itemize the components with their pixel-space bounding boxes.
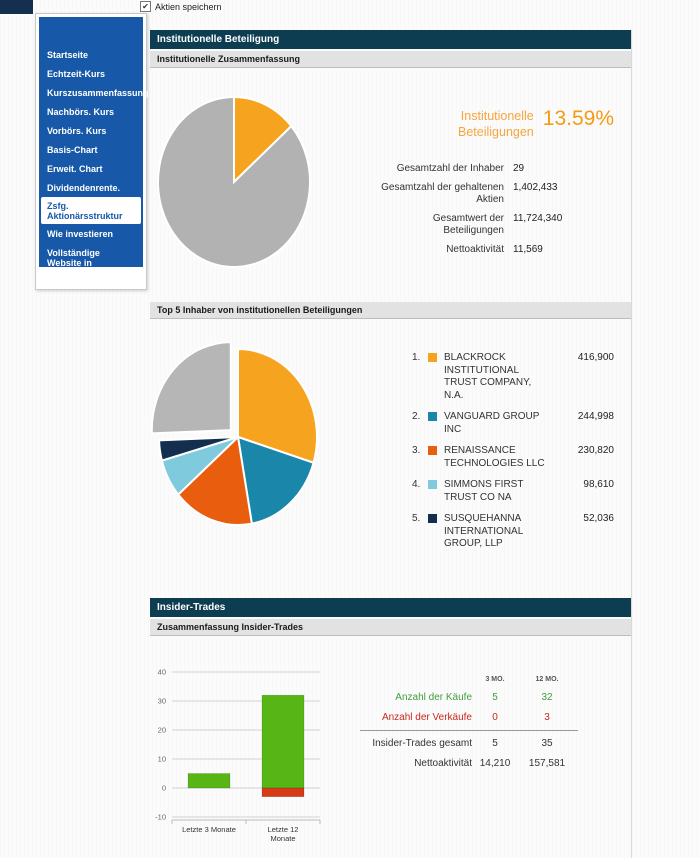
save-shares-row xyxy=(140,1,222,12)
legend-swatch-icon xyxy=(428,480,437,489)
legend-item-blackrock: 1. BLACKROCK INSTITUTIONAL TRUST COMPANY, N.A. 416,900 xyxy=(412,352,614,401)
svg-text:Letzte 12: Letzte 12 xyxy=(267,825,299,834)
insider-row-sells: Anzahl der Verkäufe 0 3 xyxy=(381,712,550,723)
col-header-12mo: 12 MO. xyxy=(535,676,559,683)
legend-item-vanguard: 2. VANGUARD GROUP INC 244,998 xyxy=(412,411,614,435)
insider-summary-subheader: Zusammenfassung Insider-Trades xyxy=(150,619,631,636)
col-header-3mo: 3 MO. xyxy=(485,676,505,683)
svg-text:30: 30 xyxy=(157,696,166,706)
legend-item-susquehanna: 5. SUSQUEHANNA INTERNATIONAL GROUP, LLP 52,036 xyxy=(412,513,614,549)
svg-text:10: 10 xyxy=(157,754,166,764)
insider-row-net-activity: Nettoaktivität 14,210 157,581 xyxy=(414,758,566,769)
holdings-headline-label: Institutionelle Beteiligungen xyxy=(458,109,534,139)
legend-swatch-icon xyxy=(428,353,437,362)
top5-subheader: Top 5 Inhaber von institutionellen Beteiligungen xyxy=(150,302,631,319)
stat-row-net-activity: Nettoaktivität 11,569 xyxy=(446,244,543,255)
insider-summary-table xyxy=(360,676,582,778)
top5-legend xyxy=(412,352,614,560)
sidebar xyxy=(35,13,147,290)
holdings-headline xyxy=(388,108,614,140)
sidebar-item-wie-investieren[interactable]: Wie investieren xyxy=(47,228,113,239)
insider-row-buys: Anzahl der Käufe 5 32 xyxy=(395,692,553,703)
svg-text:0: 0 xyxy=(161,783,166,793)
legend-item-simmons: 4. SIMMONS FIRST TRUST CO NA 98,610 xyxy=(412,479,614,503)
sidebar-menu xyxy=(39,17,149,278)
institutional-pie-chart xyxy=(148,92,324,274)
insider-bar-chart xyxy=(152,662,330,858)
top5-pie-chart xyxy=(145,332,335,532)
sidebar-item-dividende[interactable]: Dividendenrente. xyxy=(47,182,121,193)
insider-table-separator xyxy=(360,730,578,731)
holdings-percentage: 13.59% xyxy=(542,107,614,130)
svg-text:40: 40 xyxy=(157,667,166,677)
content-right-divider xyxy=(631,30,632,858)
svg-text:Monate: Monate xyxy=(270,834,296,843)
sidebar-item-erweit-chart[interactable]: Erweit. Chart xyxy=(47,163,103,174)
stat-row-total-value: Gesamtwert der Beteiligungen 11,724,340 xyxy=(432,213,563,236)
institutional-stats xyxy=(380,163,618,263)
sidebar-item-echtzeit-kurs[interactable]: Echtzeit-Kurs xyxy=(47,68,106,79)
sidebar-item-kurszusammenfassung[interactable]: Kurszusammenfassung xyxy=(47,87,149,98)
legend-swatch-icon xyxy=(428,446,437,455)
institutional-summary-subheader: Institutionelle Zusammenfassung xyxy=(150,51,631,68)
sidebar-item-nachboers-kurs[interactable]: Nachbörs. Kurs xyxy=(47,106,115,117)
sidebar-item-basis-chart[interactable]: Basis-Chart xyxy=(47,144,98,155)
sidebar-item-vorboers-kurs[interactable]: Vorbörs. Kurs xyxy=(47,125,107,136)
svg-text:-10: -10 xyxy=(155,812,166,822)
svg-text:Letzte 3 Monate: Letzte 3 Monate xyxy=(182,825,236,834)
sidebar-item-aktionaersstruktur[interactable]: Zsfg. Aktionärsstruktur xyxy=(41,197,141,224)
corner-block xyxy=(0,0,33,14)
insider-row-total: Insider-Trades gesamt 5 35 xyxy=(372,738,553,749)
sidebar-item-startseite[interactable]: Startseite xyxy=(47,49,89,60)
insider-section-header: Insider-Trades xyxy=(150,598,631,617)
stat-row-holders: Gesamtzahl der Inhaber 29 xyxy=(396,163,525,174)
insider-table-header xyxy=(360,676,582,683)
legend-swatch-icon xyxy=(428,514,437,523)
checkmark-icon: ✔ xyxy=(142,1,149,11)
save-shares-checkbox[interactable] xyxy=(140,1,151,12)
sidebar-item-english-website[interactable]: Vollständige Website in englischer Sprache xyxy=(47,247,131,278)
stat-row-shares-held: Gesamtzahl der gehaltenen Aktien 1,402,433 xyxy=(381,182,558,205)
save-shares-label: Aktien speichern xyxy=(155,1,222,12)
legend-item-renaissance: 3. RENAISSANCE TECHNOLOGIES LLC 230,820 xyxy=(412,445,614,469)
legend-swatch-icon xyxy=(428,412,437,421)
institutional-section-header: Institutionelle Beteiligung xyxy=(150,30,631,49)
svg-text:20: 20 xyxy=(157,725,166,735)
